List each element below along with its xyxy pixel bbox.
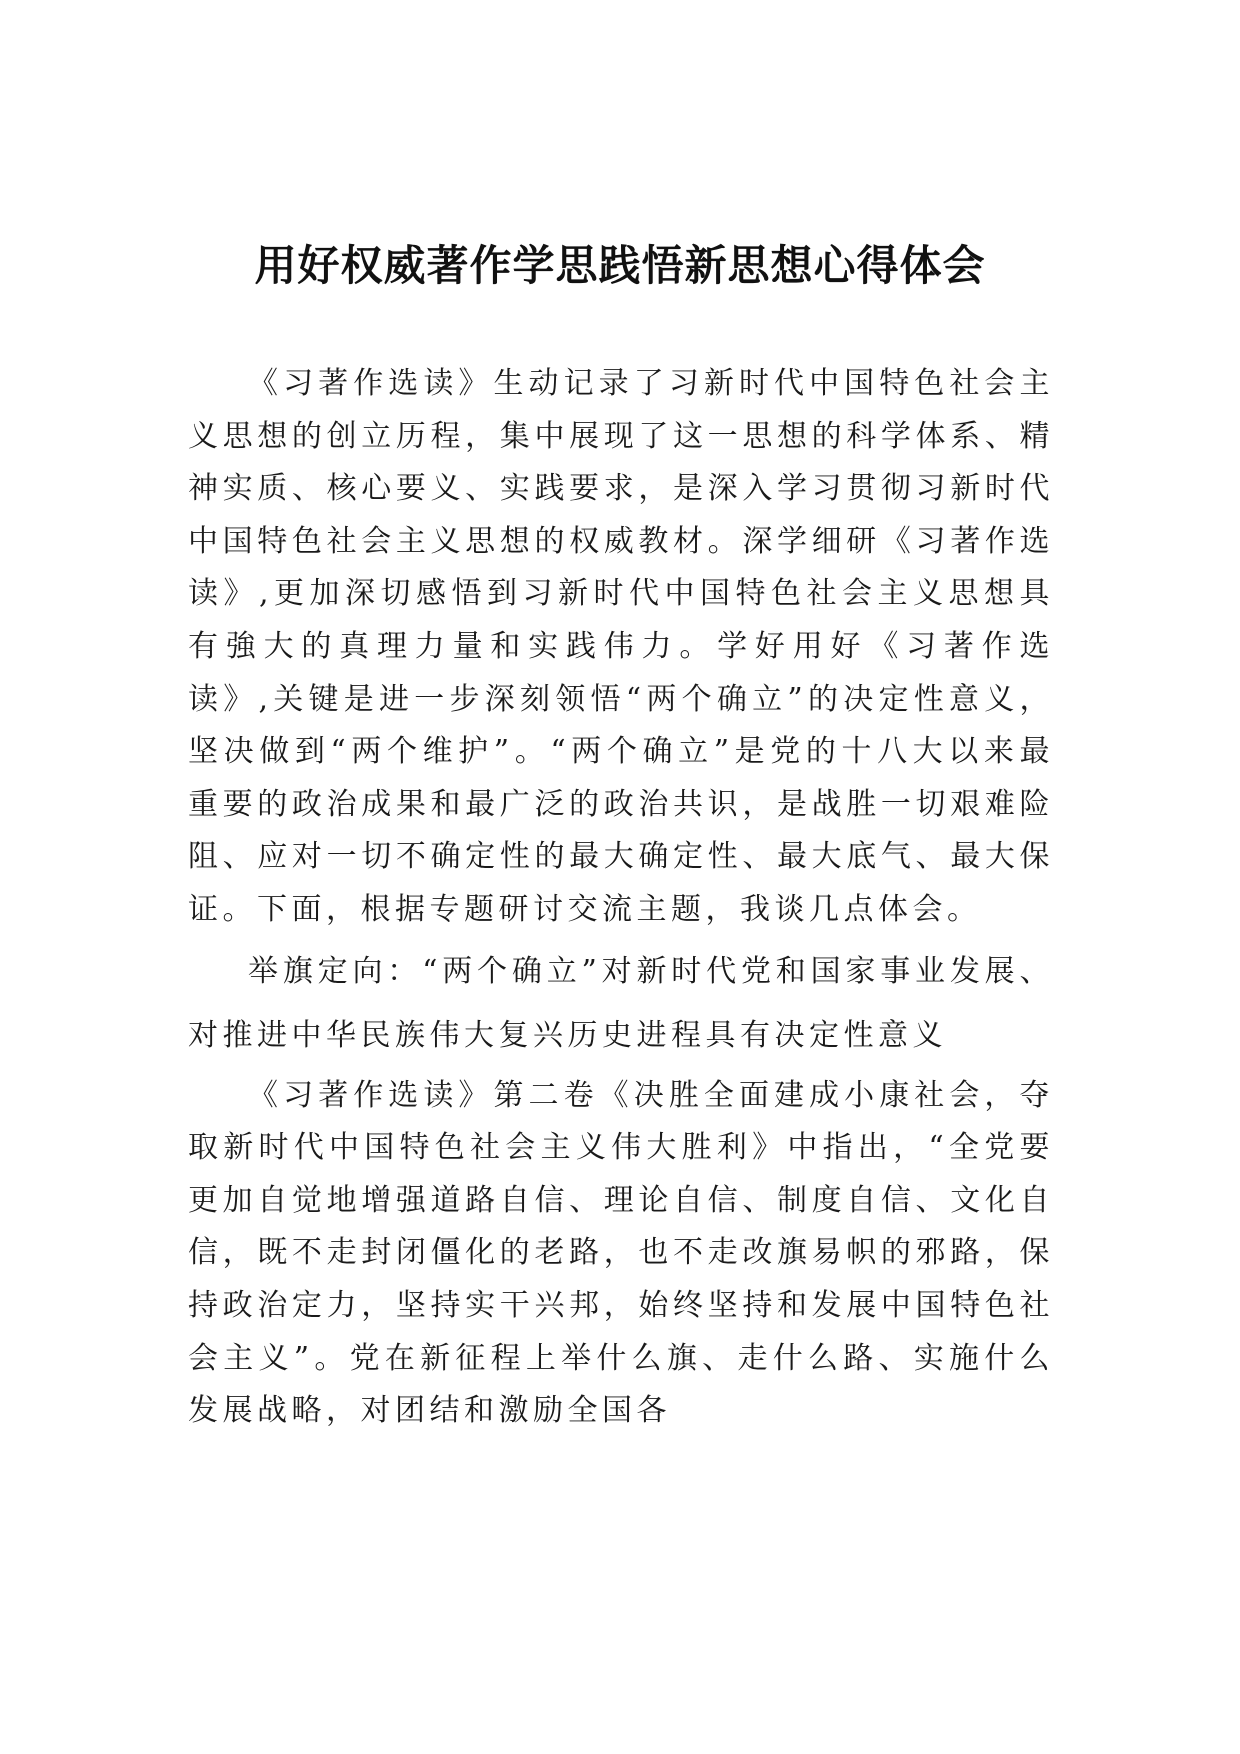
intro-paragraph: 《习著作选读》生动记录了习新时代中国特色社会主义思想的创立历程，集中展现了这一思想的科学体系、精神实质、核心要义、实践要求，是深入学习贯彻习新时代中国特色社会主义思想的权威教材。深学细研《习著作选读》,更加深切感悟到习新时代中国特色社会主义思想具有強大的真理力量和实践伟力。学好用好《习著作选读》,关键是进一步深刻领悟“两个确立”的决定性意义，坚决做到“两个维护”。“两个确立”是党的十八大以来最重要的政治成果和最广泛的政治共识，是战胜一切艰难险阻、应对一切不确定性的最大确定性、最大底气、最大保证。下面，根据专题研讨交流主题，我谈几点体会。 bbox=[188, 366, 1054, 927]
document-title: 用好权威著作学思践悟新思想心得体会 bbox=[254, 241, 986, 290]
body-paragraph: 《习著作选读》第二卷《决胜全面建成小康社会，夺取新时代中国特色社会主义伟大胜利》中指出，“全党要更加自觉地增强道路自信、理论自信、制度自信、文化自信，既不走封闭僵化的老路，也不走改旗易帜的邪路，保持政治定力，坚持实干兴邦，始终坚持和发展中国特色社会主义”。党在新征程上举什么旗、走什么路、实施什么发展战略，对团结和激励全国各 bbox=[188, 1077, 1054, 1429]
section-heading-paragraph: 举旗定向：“两个确立”对新时代党和国家事业发展、对推进中华民族伟大复兴历史进程具有决定性意义 bbox=[188, 953, 1054, 1053]
document-body bbox=[188, 358, 1054, 1438]
